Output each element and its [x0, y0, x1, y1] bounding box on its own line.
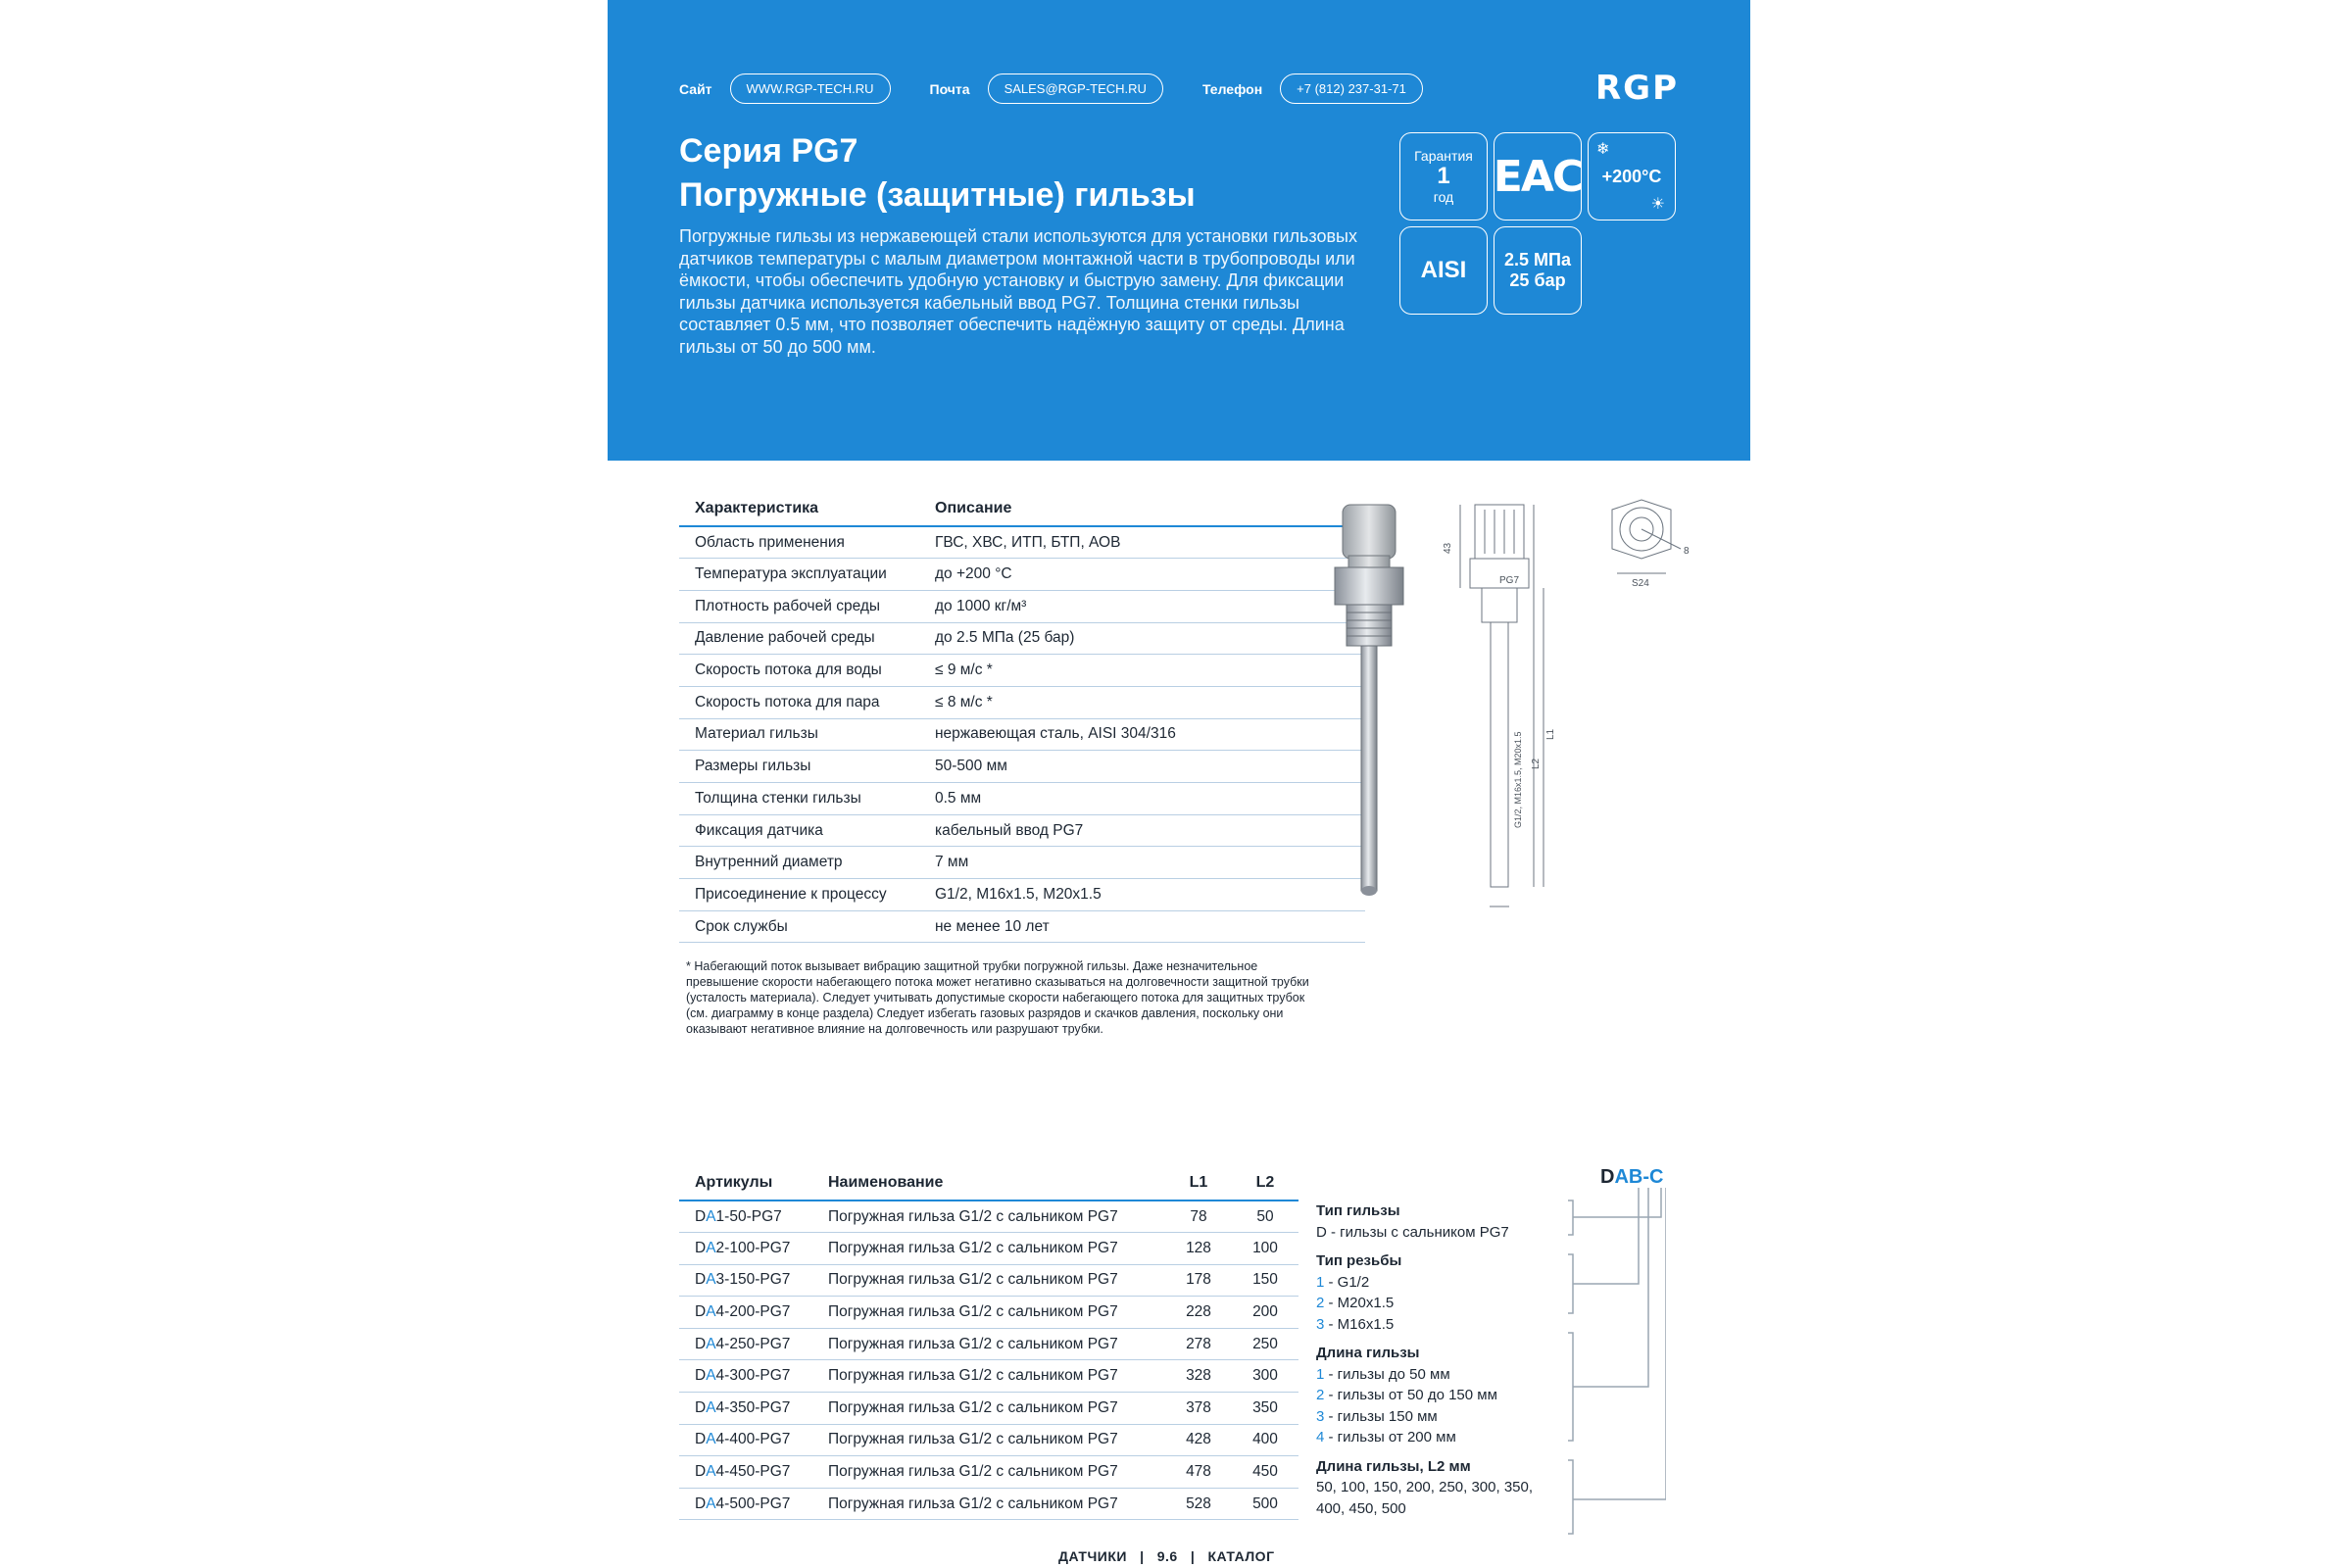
- table-row: [679, 718, 1365, 751]
- product-table: [679, 1174, 1298, 1520]
- header-band: [608, 0, 1750, 461]
- mail-label: Почта: [929, 80, 970, 97]
- page-subtitle: Погружные (защитные) гильзы: [679, 176, 1196, 214]
- catalog-page: [608, 0, 1750, 1568]
- pressure-badge: [1494, 226, 1582, 315]
- product-name: Погружная гильза G1/2 с сальником PG7: [812, 1360, 1165, 1393]
- code-brackets: [1529, 1176, 1666, 1548]
- list-item: 2 - M20x1.5: [1316, 1295, 1395, 1311]
- article: DA4-300-PG7: [679, 1360, 812, 1393]
- spec-value: 7 мм: [919, 847, 1365, 879]
- header-l2: L2: [1232, 1174, 1298, 1200]
- guarantee-label: Гарантия: [1414, 148, 1473, 164]
- thermowell-photo: [1335, 505, 1403, 896]
- page-footer: [1058, 1548, 1275, 1564]
- spec-key: Температура эксплуатации: [679, 559, 919, 591]
- temperature-badge: [1588, 132, 1676, 220]
- table-row: [679, 526, 1365, 559]
- header-name: Наименование: [812, 1174, 1165, 1200]
- table-row: [679, 1297, 1298, 1329]
- list-item: 2 - гильзы от 50 до 150 мм: [1316, 1387, 1497, 1403]
- l2-value: 300: [1232, 1360, 1298, 1393]
- label-thread: G1/2, M16x1.5, M20x1.5: [1513, 731, 1523, 828]
- l2-value: 450: [1232, 1456, 1298, 1489]
- list-item: 1 - гильзы до 50 мм: [1316, 1365, 1450, 1383]
- snowflake-icon: ❄: [1596, 141, 1610, 158]
- footer-page-number: 9.6: [1156, 1548, 1178, 1564]
- l2-value: 400: [1232, 1424, 1298, 1456]
- product-header-row: [679, 1174, 1298, 1200]
- spec-key: Скорость потока для пара: [679, 686, 919, 718]
- list-item: 3 - гильзы 150 мм: [1316, 1407, 1438, 1425]
- side-view-drawing: [1460, 505, 1544, 906]
- page-title: Серия PG7: [679, 132, 858, 170]
- l2-value: 250: [1232, 1328, 1298, 1360]
- intro-text: Погружные гильзы из нержавеющей стали используются для установки гильзовых датчиков температуры с малым диаметром монтажной части в трубопроводы или ёмкости, чтобы обеспечить удобную установку и быструю замену. Для фиксации гильзы датчика используется кабельный ввод PG7. Толщина стенки гильзы составляет 0.5 мм, что позволяет обеспечить надёжную защиту от среды. Длина гильзы от 50 до 500 мм.: [679, 226, 1357, 357]
- spec-value: 0.5 мм: [919, 783, 1365, 815]
- l1-value: 328: [1165, 1360, 1232, 1393]
- footer-sep: |: [1140, 1548, 1145, 1564]
- legend-type-title: Тип гильзы: [1316, 1202, 1400, 1219]
- article: DA1-50-PG7: [679, 1200, 812, 1233]
- product-name: Погружная гильза G1/2 с сальником PG7: [812, 1264, 1165, 1297]
- article: DA4-450-PG7: [679, 1456, 812, 1489]
- l2-value: 150: [1232, 1264, 1298, 1297]
- phone-link[interactable]: +7 (812) 237-31-71: [1280, 74, 1423, 104]
- table-row: [679, 1456, 1298, 1489]
- guarantee-value: 1: [1437, 163, 1450, 189]
- table-row: [679, 1393, 1298, 1425]
- footer-section: ДАТЧИКИ: [1058, 1548, 1127, 1564]
- table-row: [679, 910, 1365, 943]
- product-name: Погружная гильза G1/2 с сальником PG7: [812, 1200, 1165, 1233]
- aisi-badge: [1399, 226, 1488, 315]
- spec-value: до 2.5 МПа (25 бар): [919, 622, 1365, 655]
- rgp-logo: RGP: [1595, 69, 1680, 108]
- l2-value: 100: [1232, 1233, 1298, 1265]
- code-ab: AB: [1614, 1166, 1643, 1188]
- article: DA4-350-PG7: [679, 1393, 812, 1425]
- table-row: [679, 590, 1365, 622]
- spec-key: Внутренний диаметр: [679, 847, 919, 879]
- order-code-legend: [1316, 1200, 1551, 1519]
- mail-link[interactable]: SALES@RGP-TECH.RU: [988, 74, 1163, 104]
- guarantee-unit: год: [1433, 189, 1454, 205]
- pressure-bar: 25 бар: [1509, 270, 1566, 290]
- header-article: Артикулы: [679, 1174, 812, 1200]
- spec-key: Плотность рабочей среды: [679, 590, 919, 622]
- table-row: [679, 686, 1365, 718]
- spec-key: Скорость потока для воды: [679, 655, 919, 687]
- article: DA4-500-PG7: [679, 1488, 812, 1520]
- product-name: Погружная гильза G1/2 с сальником PG7: [812, 1424, 1165, 1456]
- l1-value: 228: [1165, 1297, 1232, 1329]
- temperature-value: +200°C: [1601, 166, 1662, 186]
- list-item: 3 - M16x1.5: [1316, 1315, 1395, 1333]
- article: DA4-400-PG7: [679, 1424, 812, 1456]
- eac-mark: ЕАС: [1493, 151, 1583, 202]
- table-row: [679, 1264, 1298, 1297]
- product-name: Погружная гильза G1/2 с сальником PG7: [812, 1393, 1165, 1425]
- spec-header-row: [679, 500, 1365, 526]
- article: DA4-250-PG7: [679, 1328, 812, 1360]
- spec-value: ГВС, ХВС, ИТП, БТП, АОВ: [919, 526, 1365, 559]
- l2-value: 200: [1232, 1297, 1298, 1329]
- guarantee-badge: [1399, 132, 1488, 220]
- l2-value: 350: [1232, 1393, 1298, 1425]
- spec-key: Фиксация датчика: [679, 814, 919, 847]
- table-row: [679, 1328, 1298, 1360]
- product-name: Погружная гильза G1/2 с сальником PG7: [812, 1297, 1165, 1329]
- spec-key: Давление рабочей среды: [679, 622, 919, 655]
- contact-row: [679, 74, 1450, 104]
- code-d: D: [1600, 1166, 1615, 1188]
- pressure-mpa: 2.5 МПа: [1504, 250, 1571, 270]
- l1-value: 478: [1165, 1456, 1232, 1489]
- l1-value: 128: [1165, 1233, 1232, 1265]
- l1-value: 378: [1165, 1393, 1232, 1425]
- top-view-drawing: [1612, 500, 1681, 573]
- article: DA2-100-PG7: [679, 1233, 812, 1265]
- spec-value: ≤ 8 м/с *: [919, 686, 1365, 718]
- flow-footnote: * Набегающий поток вызывает вибрацию защитной трубки погружной гильзы. Даже незначительное превышение скорости набегающего потока может негативно сказываться на долговечности защитной трубки (усталость материала). Следует учитывать допустимые скорости набегающего потока для защитных трубок (см. диаграмму в конце раздела) Следует избегать газовых разрядов и скачков давления, поскольку они оказывают негативное влияние на долговечность или разрушают трубки.: [686, 959, 1309, 1036]
- table-row: [679, 783, 1365, 815]
- label-pg7: PG7: [1499, 575, 1520, 586]
- spec-key: Область применения: [679, 526, 919, 559]
- header-l1: L1: [1165, 1174, 1232, 1200]
- phone-label: Телефон: [1201, 80, 1263, 97]
- spec-value: кабельный ввод PG7: [919, 814, 1365, 847]
- table-row: [679, 655, 1365, 687]
- table-row: [679, 1200, 1298, 1233]
- spec-key: Толщина стенки гильзы: [679, 783, 919, 815]
- article: DA4-200-PG7: [679, 1297, 812, 1329]
- table-row: [679, 751, 1365, 783]
- spec-value: нержавеющая сталь, AISI 304/316: [919, 718, 1365, 751]
- table-row: [679, 847, 1365, 879]
- product-name: Погружная гильза G1/2 с сальником PG7: [812, 1328, 1165, 1360]
- spec-value: до +200 °C: [919, 559, 1365, 591]
- list-item: 1 - G1/2: [1316, 1273, 1370, 1291]
- spec-value: 50-500 мм: [919, 751, 1365, 783]
- label-l2: L2: [1531, 758, 1542, 769]
- article: DA3-150-PG7: [679, 1264, 812, 1297]
- code-dash: -: [1642, 1166, 1650, 1188]
- product-name: Погружная гильза G1/2 с сальником PG7: [812, 1233, 1165, 1265]
- product-name: Погружная гильза G1/2 с сальником PG7: [812, 1488, 1165, 1520]
- l1-value: 278: [1165, 1328, 1232, 1360]
- sun-icon: ☀: [1650, 196, 1665, 213]
- l1-value: 178: [1165, 1264, 1232, 1297]
- legend-type-desc: D - гильзы с сальником PG7: [1316, 1223, 1509, 1241]
- label-h43: 43: [1443, 542, 1453, 554]
- spec-header-characteristic: Характеристика: [679, 500, 919, 526]
- table-row: [679, 1360, 1298, 1393]
- site-link[interactable]: WWW.RGP-TECH.RU: [730, 74, 891, 104]
- table-row: [679, 1424, 1298, 1456]
- table-row: [679, 559, 1365, 591]
- legend-thread-title: Тип резьбы: [1316, 1252, 1402, 1269]
- table-row: [679, 1488, 1298, 1520]
- table-row: [679, 814, 1365, 847]
- table-row: [679, 622, 1365, 655]
- table-row: [679, 879, 1365, 911]
- spec-value: не менее 10 лет: [919, 910, 1365, 943]
- l1-value: 78: [1165, 1200, 1232, 1233]
- spec-key: Размеры гильзы: [679, 751, 919, 783]
- label-s24: S24: [1632, 578, 1649, 589]
- footer-sep-2: |: [1190, 1548, 1196, 1564]
- legend-length-title: Длина гильзы: [1316, 1345, 1420, 1361]
- l2-value: 50: [1232, 1200, 1298, 1233]
- code-c: C: [1649, 1166, 1664, 1188]
- product-drawings: [1313, 495, 1735, 926]
- spec-value: G1/2, M16x1.5, M20x1.5: [919, 879, 1365, 911]
- table-row: [679, 1233, 1298, 1265]
- label-d8: 8: [1684, 546, 1690, 557]
- l2-value: 500: [1232, 1488, 1298, 1520]
- spec-key: Присоединение к процессу: [679, 879, 919, 911]
- product-name: Погружная гильза G1/2 с сальником PG7: [812, 1456, 1165, 1489]
- l1-value: 428: [1165, 1424, 1232, 1456]
- eac-badge: [1494, 132, 1582, 220]
- spec-header-description: Описание: [919, 500, 1365, 526]
- spec-value: ≤ 9 м/с *: [919, 655, 1365, 687]
- spec-table: [679, 500, 1365, 943]
- footer-catalog: КАТАЛОГ: [1207, 1548, 1275, 1564]
- l1-value: 528: [1165, 1488, 1232, 1520]
- label-l1: L1: [1545, 728, 1556, 740]
- spec-key: Материал гильзы: [679, 718, 919, 751]
- spec-value: до 1000 кг/м³: [919, 590, 1365, 622]
- list-item: 4 - гильзы от 200 мм: [1316, 1429, 1456, 1446]
- legend-l2-values: 50, 100, 150, 200, 250, 300, 350, 400, 450, 500: [1316, 1479, 1534, 1517]
- spec-key: Срок службы: [679, 910, 919, 943]
- legend-l2-title: Длина гильзы, L2 мм: [1316, 1457, 1471, 1475]
- aisi-label: AISI: [1420, 257, 1467, 283]
- site-label: Сайт: [679, 80, 712, 97]
